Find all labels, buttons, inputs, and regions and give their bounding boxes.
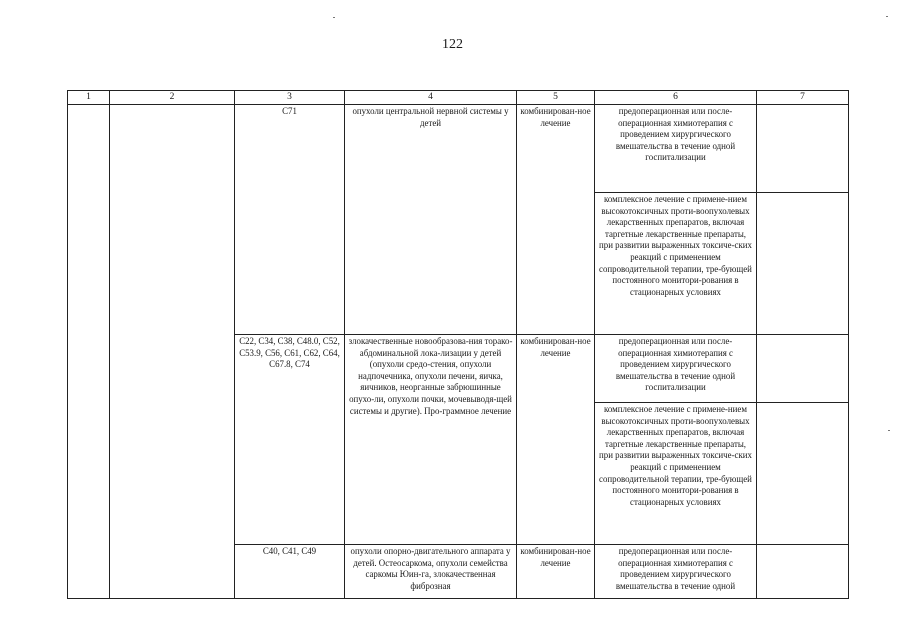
column-header-6: 6 bbox=[595, 91, 757, 105]
method-cell: предоперационная или после-операционная химиотерапия с проведением хирургического вмешательства в течение одной bbox=[595, 545, 757, 599]
header-row bbox=[68, 91, 849, 105]
treatment-type-cell: комбинирован-ное лечение bbox=[517, 105, 595, 335]
condition-cell: злокачественные новообразова-ния торако-абдоминальной лока-лизации у детей (опухоли средо-стения, опухоли надпочечника, опухоли печени, яичка, яичников, неорганные забрюшинные опухо-ли, опухоли почки, мочевыводя-щей системы и другие). Про-граммное лечение bbox=[345, 335, 517, 545]
column-header-7: 7 bbox=[757, 91, 849, 105]
cell-col7 bbox=[757, 335, 849, 403]
table-row bbox=[68, 105, 849, 193]
column-header-2: 2 bbox=[110, 91, 235, 105]
scan-speck bbox=[333, 17, 335, 18]
condition-cell: опухоли центральной нервной системы у детей bbox=[345, 105, 517, 335]
method-cell: предоперационная или после-операционная химиотерапия с проведением хирургического вмешательства в течение одной госпитализации bbox=[595, 335, 757, 403]
codes-cell: C71 bbox=[235, 105, 345, 335]
column-header-1: 1 bbox=[68, 91, 110, 105]
treatment-type-cell: комбинирован-ное лечение bbox=[517, 545, 595, 599]
cell-col1 bbox=[68, 105, 110, 599]
cell-col2 bbox=[110, 105, 235, 599]
scan-speck bbox=[888, 430, 890, 431]
treatment-table bbox=[67, 90, 849, 599]
codes-cell: C40, C41, C49 bbox=[235, 545, 345, 599]
column-header-4: 4 bbox=[345, 91, 517, 105]
method-cell: комплексное лечение с примене-нием высокотоксичных проти-воопухолевых лекарственных препаратов, включая таргетные лекарственные препараты, при развитии выраженных токсиче-ских реакций с применением сопроводительной терапии, тре-бующей постоянного монитори-рования в стационарных условиях bbox=[595, 193, 757, 335]
cell-col7 bbox=[757, 193, 849, 335]
column-header-5: 5 bbox=[517, 91, 595, 105]
treatment-type-cell: комбинирован-ное лечение bbox=[517, 335, 595, 545]
scan-speck bbox=[886, 16, 888, 17]
method-cell: предоперационная или после-операционная химиотерапия с проведением хирургического вмешательства в течение одной госпитализации bbox=[595, 105, 757, 193]
column-header-3: 3 bbox=[235, 91, 345, 105]
cell-col7 bbox=[757, 105, 849, 193]
page-number: 122 bbox=[442, 37, 463, 52]
condition-cell: опухоли опорно-двигательного аппарата у детей. Остеосаркома, опухоли семейства саркомы Юин-га, злокачественная фиброзная bbox=[345, 545, 517, 599]
cell-col7 bbox=[757, 545, 849, 599]
method-cell: комплексное лечение с примене-нием высокотоксичных проти-воопухолевых лекарственных препаратов, включая таргетные лекарственные препараты, при развитии выраженных токсиче-ских реакций с применением сопроводительной терапии, тре-бующей постоянного монитори-рования в стационарных условиях bbox=[595, 403, 757, 545]
codes-cell: C22, C34, C38, C48.0, C52, C53.9, C56, C61, C62, C64, C67.8, C74 bbox=[235, 335, 345, 545]
cell-col7 bbox=[757, 403, 849, 545]
